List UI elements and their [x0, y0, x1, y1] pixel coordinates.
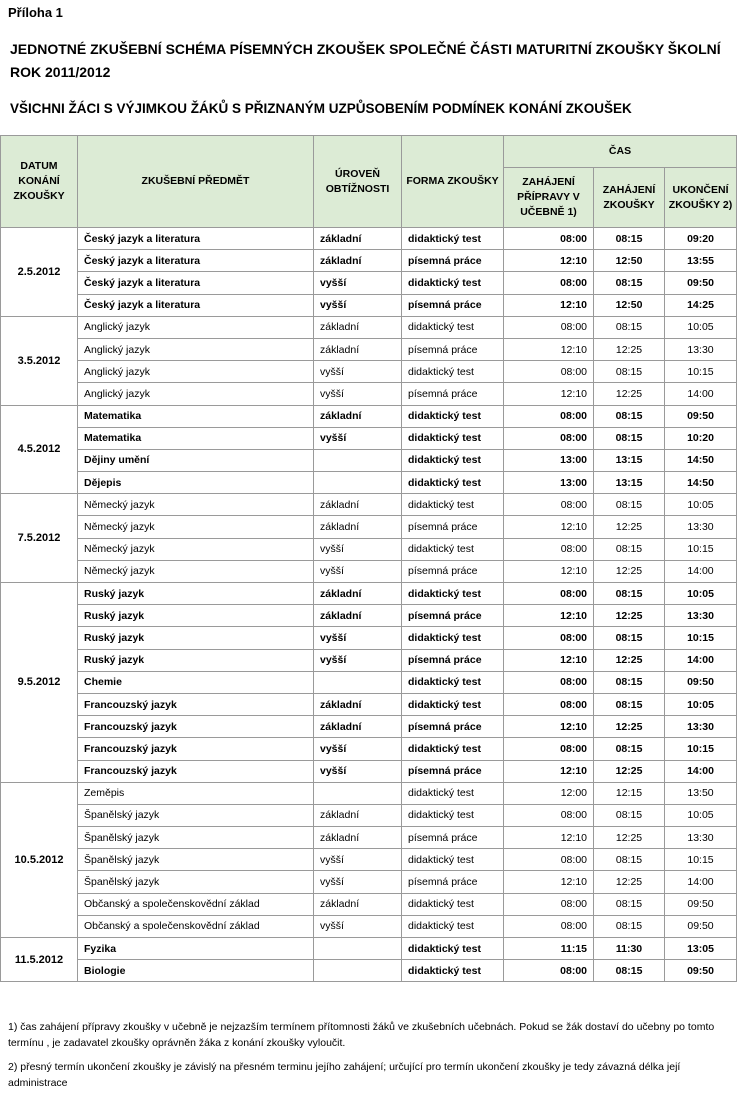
exam-start-cell: 12:25 — [594, 516, 665, 538]
exam-start-cell: 13:15 — [594, 472, 665, 494]
level-cell: vyšší — [314, 272, 402, 294]
subject-cell: Anglický jazyk — [78, 316, 314, 338]
level-cell: základní — [314, 605, 402, 627]
exam-end-cell: 13:05 — [665, 938, 737, 960]
footnote-2: 2) přesný termín ukončení zkoušky je závislý na přesném terminu jejího zahájení; určující pro termín ukončení zkoušky je tedy závazná délka její administrace — [8, 1061, 681, 1089]
level-cell: vyšší — [314, 627, 402, 649]
subject-cell: Matematika — [78, 427, 314, 449]
table-row — [1, 427, 737, 449]
level-cell: základní — [314, 716, 402, 738]
exam-end-cell: 13:50 — [665, 782, 737, 804]
col-header-level: ÚROVEŇ OBTÍŽNOSTI — [314, 136, 402, 228]
page-subtitle: VŠICHNI ŽÁCI S VÝJIMKOU ŽÁKŮ S PŘIZNANÝM UZPŮSOBENÍM PODMÍNEK KONÁNÍ ZKOUŠEK — [10, 101, 632, 116]
form-cell: didaktický test — [402, 738, 504, 760]
col-header-form: FORMA ZKOUŠKY — [402, 136, 504, 228]
exam-end-cell: 10:15 — [665, 361, 737, 383]
level-cell: vyšší — [314, 294, 402, 316]
level-cell: vyšší — [314, 560, 402, 582]
level-cell: základní — [314, 893, 402, 915]
table-row — [1, 494, 737, 516]
exam-end-cell: 10:05 — [665, 494, 737, 516]
form-cell: didaktický test — [402, 405, 504, 427]
form-cell: didaktický test — [402, 583, 504, 605]
form-cell: didaktický test — [402, 228, 504, 250]
form-cell: písemná práce — [402, 294, 504, 316]
exam-end-cell: 14:00 — [665, 560, 737, 582]
attachment-label: Příloha 1 — [8, 5, 63, 20]
exam-start-cell: 08:15 — [594, 738, 665, 760]
subject-cell: Španělský jazyk — [78, 804, 314, 826]
table-row — [1, 960, 737, 982]
exam-start-cell: 12:50 — [594, 294, 665, 316]
exam-start-cell: 08:15 — [594, 272, 665, 294]
exam-start-cell: 08:15 — [594, 893, 665, 915]
exam-end-cell: 09:50 — [665, 405, 737, 427]
subject-cell: Španělský jazyk — [78, 871, 314, 893]
exam-end-cell: 10:15 — [665, 627, 737, 649]
prep-start-cell: 12:10 — [504, 760, 594, 782]
subject-cell: Francouzský jazyk — [78, 716, 314, 738]
exam-end-cell: 13:30 — [665, 716, 737, 738]
table-row — [1, 228, 737, 250]
exam-start-cell: 08:15 — [594, 627, 665, 649]
prep-start-cell: 08:00 — [504, 627, 594, 649]
table-row — [1, 294, 737, 316]
form-cell: písemná práce — [402, 383, 504, 405]
level-cell — [314, 472, 402, 494]
prep-start-cell: 08:00 — [504, 494, 594, 516]
prep-start-cell: 08:00 — [504, 849, 594, 871]
table-row — [1, 716, 737, 738]
subject-cell: Německý jazyk — [78, 538, 314, 560]
exam-start-cell: 12:50 — [594, 250, 665, 272]
exam-start-cell: 12:15 — [594, 782, 665, 804]
level-cell: základní — [314, 338, 402, 360]
prep-start-cell: 12:10 — [504, 871, 594, 893]
table-row — [1, 849, 737, 871]
prep-start-cell: 12:10 — [504, 383, 594, 405]
level-cell: základní — [314, 693, 402, 715]
table-row — [1, 605, 737, 627]
exam-end-cell: 09:50 — [665, 893, 737, 915]
prep-start-cell: 08:00 — [504, 361, 594, 383]
table-row — [1, 893, 737, 915]
subject-cell: Matematika — [78, 405, 314, 427]
exam-start-cell: 08:15 — [594, 583, 665, 605]
table-row — [1, 693, 737, 715]
exam-end-cell: 14:25 — [665, 294, 737, 316]
table-row — [1, 627, 737, 649]
exam-start-cell: 08:15 — [594, 316, 665, 338]
form-cell: didaktický test — [402, 938, 504, 960]
exam-start-cell: 08:15 — [594, 405, 665, 427]
subject-cell: Španělský jazyk — [78, 827, 314, 849]
exam-end-cell: 09:50 — [665, 915, 737, 937]
subject-cell: Ruský jazyk — [78, 605, 314, 627]
exam-start-cell: 12:25 — [594, 827, 665, 849]
prep-start-cell: 08:00 — [504, 671, 594, 693]
subject-cell: Český jazyk a literatura — [78, 250, 314, 272]
subject-cell: Německý jazyk — [78, 516, 314, 538]
level-cell: základní — [314, 827, 402, 849]
level-cell — [314, 782, 402, 804]
prep-start-cell: 08:00 — [504, 738, 594, 760]
subject-cell: Francouzský jazyk — [78, 760, 314, 782]
level-cell: základní — [314, 494, 402, 516]
footnote-1: 1) čas zahájení přípravy zkoušky v učebně je nejzazším termínem přítomnosti žáků ve zkušebních učebnách. Pokud se žák dostaví do učebny po tomto termínu , je zadavatel zkoušky oprávněn žáka z konání zkoušky vyloučit. — [8, 1021, 715, 1049]
form-cell: didaktický test — [402, 915, 504, 937]
exam-start-cell: 13:15 — [594, 449, 665, 471]
subject-cell: Český jazyk a literatura — [78, 272, 314, 294]
exam-date-cell: 10.5.2012 — [1, 782, 78, 937]
exam-start-cell: 08:15 — [594, 849, 665, 871]
form-cell: didaktický test — [402, 804, 504, 826]
level-cell: základní — [314, 583, 402, 605]
subject-cell: Francouzský jazyk — [78, 693, 314, 715]
exam-end-cell: 13:30 — [665, 338, 737, 360]
level-cell: základní — [314, 316, 402, 338]
exam-start-cell: 12:25 — [594, 338, 665, 360]
exam-end-cell: 13:30 — [665, 516, 737, 538]
exam-start-cell: 12:25 — [594, 760, 665, 782]
subject-cell: Španělský jazyk — [78, 849, 314, 871]
table-row — [1, 472, 737, 494]
level-cell — [314, 671, 402, 693]
exam-end-cell: 14:00 — [665, 383, 737, 405]
level-cell — [314, 960, 402, 982]
prep-start-cell: 12:10 — [504, 250, 594, 272]
exam-end-cell: 13:30 — [665, 605, 737, 627]
table-row — [1, 560, 737, 582]
prep-start-cell: 08:00 — [504, 583, 594, 605]
level-cell: základní — [314, 228, 402, 250]
table-row — [1, 782, 737, 804]
form-cell: didaktický test — [402, 538, 504, 560]
table-row — [1, 760, 737, 782]
exam-date-cell: 11.5.2012 — [1, 938, 78, 982]
exam-start-cell: 08:15 — [594, 915, 665, 937]
exam-end-cell: 14:00 — [665, 649, 737, 671]
subject-cell: Ruský jazyk — [78, 627, 314, 649]
subject-cell: Český jazyk a literatura — [78, 228, 314, 250]
table-row — [1, 915, 737, 937]
prep-start-cell: 12:10 — [504, 649, 594, 671]
subject-cell: Občanský a společenskovědní základ — [78, 893, 314, 915]
table-row — [1, 361, 737, 383]
level-cell: vyšší — [314, 915, 402, 937]
prep-start-cell: 08:00 — [504, 427, 594, 449]
prep-start-cell: 08:00 — [504, 405, 594, 427]
form-cell: didaktický test — [402, 272, 504, 294]
level-cell — [314, 449, 402, 471]
col-header-exam-end: UKONČENÍ ZKOUŠKY 2) — [665, 168, 737, 228]
prep-start-cell: 08:00 — [504, 804, 594, 826]
form-cell: písemná práce — [402, 338, 504, 360]
exam-start-cell: 08:15 — [594, 804, 665, 826]
exam-start-cell: 11:30 — [594, 938, 665, 960]
form-cell: písemná práce — [402, 827, 504, 849]
table-row — [1, 827, 737, 849]
exam-start-cell: 12:25 — [594, 871, 665, 893]
level-cell: vyšší — [314, 871, 402, 893]
form-cell: didaktický test — [402, 449, 504, 471]
prep-start-cell: 12:10 — [504, 827, 594, 849]
exam-start-cell: 12:25 — [594, 716, 665, 738]
prep-start-cell: 08:00 — [504, 272, 594, 294]
level-cell: základní — [314, 804, 402, 826]
prep-start-cell: 12:10 — [504, 605, 594, 627]
table-row — [1, 316, 737, 338]
prep-start-cell: 08:00 — [504, 693, 594, 715]
exam-start-cell: 08:15 — [594, 960, 665, 982]
col-header-prep-start: ZAHÁJENÍ PŘÍPRAVY V UČEBNĚ 1) — [504, 168, 594, 228]
subject-cell: Anglický jazyk — [78, 361, 314, 383]
level-cell: vyšší — [314, 361, 402, 383]
prep-start-cell: 12:10 — [504, 294, 594, 316]
subject-cell: Francouzský jazyk — [78, 738, 314, 760]
subject-cell: Německý jazyk — [78, 560, 314, 582]
table-row — [1, 272, 737, 294]
subject-cell: Český jazyk a literatura — [78, 294, 314, 316]
form-cell: didaktický test — [402, 472, 504, 494]
exam-end-cell: 09:50 — [665, 960, 737, 982]
subject-cell: Anglický jazyk — [78, 383, 314, 405]
form-cell: písemná práce — [402, 605, 504, 627]
prep-start-cell: 12:10 — [504, 716, 594, 738]
subject-cell: Ruský jazyk — [78, 583, 314, 605]
exam-start-cell: 12:25 — [594, 605, 665, 627]
subject-cell: Dějiny umění — [78, 449, 314, 471]
exam-end-cell: 10:05 — [665, 316, 737, 338]
exam-end-cell: 10:15 — [665, 849, 737, 871]
table-row — [1, 871, 737, 893]
exam-start-cell: 08:15 — [594, 494, 665, 516]
table-row — [1, 250, 737, 272]
exam-end-cell: 10:05 — [665, 804, 737, 826]
exam-end-cell: 10:05 — [665, 693, 737, 715]
form-cell: didaktický test — [402, 361, 504, 383]
prep-start-cell: 12:10 — [504, 516, 594, 538]
table-row — [1, 538, 737, 560]
prep-start-cell: 08:00 — [504, 915, 594, 937]
table-row — [1, 804, 737, 826]
exam-start-cell: 08:15 — [594, 693, 665, 715]
exam-schedule-table — [0, 135, 737, 982]
form-cell: písemná práce — [402, 250, 504, 272]
table-row — [1, 338, 737, 360]
prep-start-cell: 08:00 — [504, 893, 594, 915]
subject-cell: Zeměpis — [78, 782, 314, 804]
table-row — [1, 516, 737, 538]
col-header-exam-start: ZAHÁJENÍ ZKOUŠKY — [594, 168, 665, 228]
form-cell: písemná práce — [402, 871, 504, 893]
exam-date-cell: 9.5.2012 — [1, 583, 78, 783]
exam-end-cell: 10:15 — [665, 738, 737, 760]
exam-start-cell: 12:25 — [594, 560, 665, 582]
subject-cell: Dějepis — [78, 472, 314, 494]
form-cell: didaktický test — [402, 893, 504, 915]
exam-end-cell: 14:50 — [665, 472, 737, 494]
footnotes — [8, 1019, 732, 1099]
form-cell: didaktický test — [402, 849, 504, 871]
table-row — [1, 738, 737, 760]
exam-end-cell: 14:00 — [665, 871, 737, 893]
form-cell: písemná práce — [402, 649, 504, 671]
prep-start-cell: 08:00 — [504, 228, 594, 250]
level-cell: vyšší — [314, 538, 402, 560]
subject-cell: Fyzika — [78, 938, 314, 960]
table-row — [1, 383, 737, 405]
exam-date-cell: 2.5.2012 — [1, 228, 78, 317]
level-cell: vyšší — [314, 760, 402, 782]
prep-start-cell: 08:00 — [504, 316, 594, 338]
level-cell — [314, 938, 402, 960]
form-cell: didaktický test — [402, 494, 504, 516]
exam-start-cell: 08:15 — [594, 671, 665, 693]
exam-end-cell: 10:20 — [665, 427, 737, 449]
subject-cell: Německý jazyk — [78, 494, 314, 516]
level-cell: základní — [314, 405, 402, 427]
table-row — [1, 583, 737, 605]
form-cell: didaktický test — [402, 671, 504, 693]
subject-cell: Anglický jazyk — [78, 338, 314, 360]
form-cell: písemná práce — [402, 716, 504, 738]
table-row — [1, 649, 737, 671]
prep-start-cell: 12:10 — [504, 338, 594, 360]
form-cell: didaktický test — [402, 316, 504, 338]
exam-end-cell: 13:55 — [665, 250, 737, 272]
prep-start-cell: 12:00 — [504, 782, 594, 804]
exam-end-cell: 10:15 — [665, 538, 737, 560]
subject-cell: Chemie — [78, 671, 314, 693]
exam-end-cell: 09:50 — [665, 671, 737, 693]
exam-start-cell: 12:25 — [594, 383, 665, 405]
exam-start-cell: 08:15 — [594, 427, 665, 449]
exam-date-cell: 7.5.2012 — [1, 494, 78, 583]
col-header-date: DATUM KONÁNÍ ZKOUŠKY — [1, 136, 78, 228]
exam-start-cell: 08:15 — [594, 361, 665, 383]
exam-start-cell: 08:15 — [594, 538, 665, 560]
subject-cell: Ruský jazyk — [78, 649, 314, 671]
form-cell: písemná práce — [402, 560, 504, 582]
prep-start-cell: 12:10 — [504, 560, 594, 582]
level-cell: vyšší — [314, 427, 402, 449]
col-header-subject: ZKUŠEBNÍ PŘEDMĚT — [78, 136, 314, 228]
form-cell: písemná práce — [402, 516, 504, 538]
level-cell: základní — [314, 250, 402, 272]
exam-end-cell: 10:05 — [665, 583, 737, 605]
level-cell: vyšší — [314, 738, 402, 760]
level-cell: vyšší — [314, 383, 402, 405]
form-cell: didaktický test — [402, 782, 504, 804]
exam-end-cell: 09:50 — [665, 272, 737, 294]
exam-date-cell: 4.5.2012 — [1, 405, 78, 494]
level-cell: vyšší — [314, 649, 402, 671]
prep-start-cell: 08:00 — [504, 538, 594, 560]
table-row — [1, 938, 737, 960]
level-cell: vyšší — [314, 849, 402, 871]
form-cell: didaktický test — [402, 627, 504, 649]
subject-cell: Občanský a společenskovědní základ — [78, 915, 314, 937]
exam-end-cell: 14:00 — [665, 760, 737, 782]
subject-cell: Biologie — [78, 960, 314, 982]
exam-end-cell: 14:50 — [665, 449, 737, 471]
prep-start-cell: 13:00 — [504, 472, 594, 494]
level-cell: základní — [314, 516, 402, 538]
form-cell: didaktický test — [402, 960, 504, 982]
page-title: JEDNOTNÉ ZKUŠEBNÍ SCHÉMA PÍSEMNÝCH ZKOUŠEK SPOLEČNÉ ČÁSTI MATURITNÍ ZKOUŠKY ŠKOLNÍ ROK 2011/2012 — [10, 41, 721, 80]
prep-start-cell: 08:00 — [504, 960, 594, 982]
exam-start-cell: 08:15 — [594, 228, 665, 250]
exam-start-cell: 12:25 — [594, 649, 665, 671]
table-row — [1, 671, 737, 693]
schedule-body — [1, 228, 737, 982]
form-cell: didaktický test — [402, 427, 504, 449]
table-row — [1, 405, 737, 427]
prep-start-cell: 13:00 — [504, 449, 594, 471]
exam-end-cell: 13:30 — [665, 827, 737, 849]
table-row — [1, 449, 737, 471]
form-cell: didaktický test — [402, 693, 504, 715]
exam-end-cell: 09:20 — [665, 228, 737, 250]
form-cell: písemná práce — [402, 760, 504, 782]
prep-start-cell: 11:15 — [504, 938, 594, 960]
col-header-time: ČAS — [504, 136, 737, 168]
exam-date-cell: 3.5.2012 — [1, 316, 78, 405]
